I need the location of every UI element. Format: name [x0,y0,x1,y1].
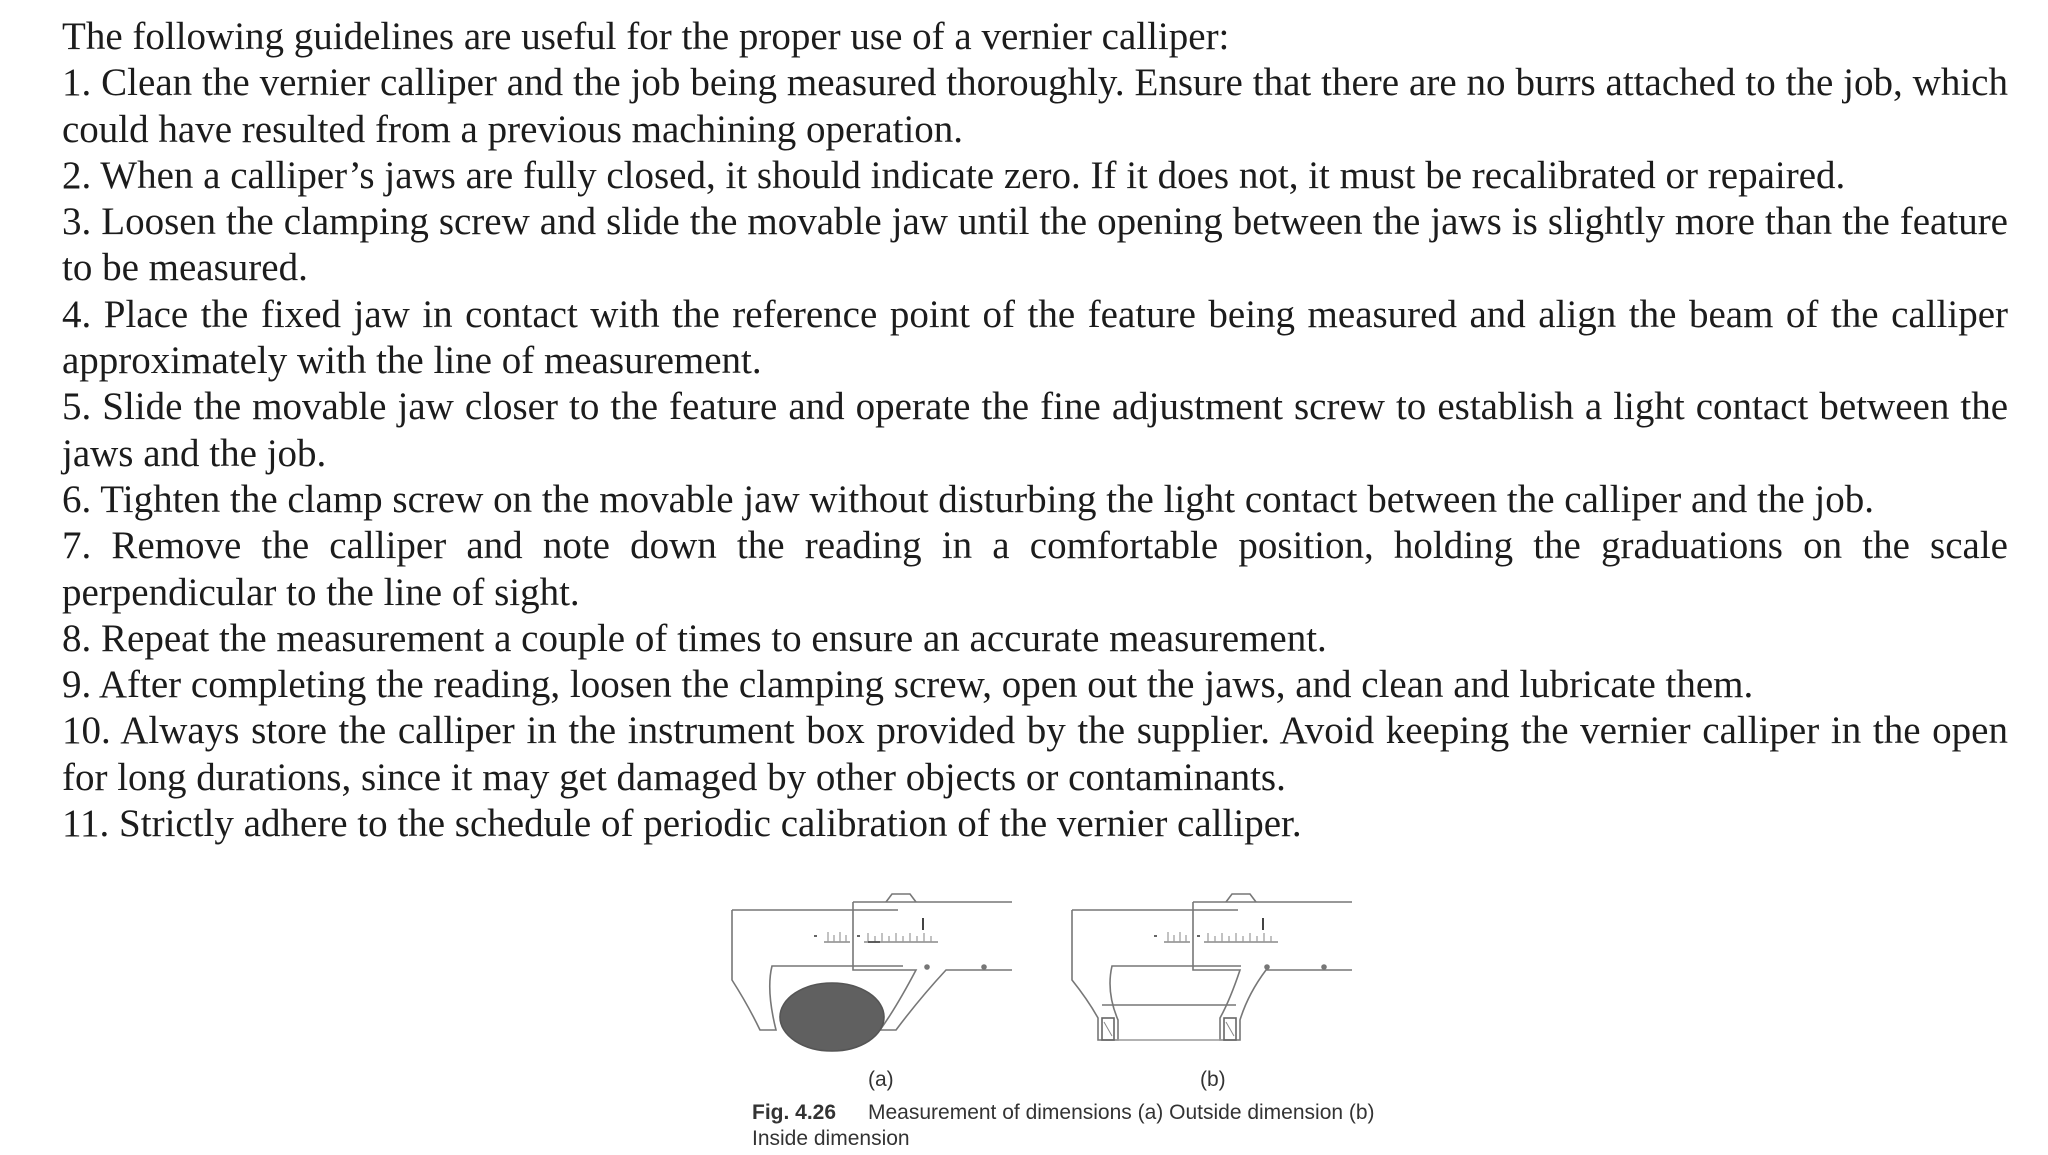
figure-label-b: (b) [1200,1068,1226,1091]
guideline-step-6: 6. Tighten the clamp screw on the movable jaw without disturbing the light contact between the calliper and the job. [62,477,1874,521]
intro-paragraph: The following guidelines are useful for the proper use of a vernier calliper: [62,15,1230,58]
calliper-b-inside [1072,894,1352,1040]
guideline-step-5: 5. Slide the movable jaw closer to the feature and operate the fine adjustment screw to establish a light contact between the jaws and the job. [62,385,2008,475]
guideline-step-2: 2. When a calliper’s jaws are fully closed, it should indicate zero. If it does not, it must be recalibrated or repaired. [62,153,1846,197]
guideline-step-10: 10. Always store the calliper in the instrument box provided by the supplier. Avoid keeping the vernier calliper in the open for long durations, since it may get damaged by other objects or contaminants. [62,709,2008,799]
guideline-step-11: 11. Strictly adhere to the schedule of periodic calibration of the vernier calliper. [62,802,1302,846]
figure-caption [752,1100,1412,1152]
figure-number: Fig. 4.26 [752,1101,837,1124]
guideline-step-3: 3. Loosen the clamping screw and slide the movable jaw until the opening between the jaws is slightly more than the feature to be measured. [62,200,2008,290]
calliper-illustration [720,870,1420,1070]
figure [720,870,1420,1155]
guideline-step-7: 7. Remove the calliper and note down the reading in a comfortable position, holding the graduations on the scale perpendicular to the line of sight. [62,524,2008,614]
guideline-step-9: 9. After completing the reading, loosen the clamping screw, open out the jaws, and clean and lubricate them. [62,663,1754,707]
document-body [62,14,2008,847]
figure-caption-text: Measurement of dimensions (a) Outside dimension (b) Inside dimension [752,1101,1375,1150]
calliper-a-outside [732,894,1012,1051]
figure-label-a: (a) [868,1068,894,1091]
guideline-step-8: 8. Repeat the measurement a couple of times to ensure an accurate measurement. [62,616,1327,660]
guideline-step-1: 1. Clean the vernier calliper and the job being measured thoroughly. Ensure that there are no burrs attached to the job, which could have resulted from a previous machining operation. [62,61,2008,151]
guideline-step-4: 4. Place the fixed jaw in contact with the reference point of the feature being measured and align the beam of the calliper approximately with the line of measurement. [62,292,2008,383]
